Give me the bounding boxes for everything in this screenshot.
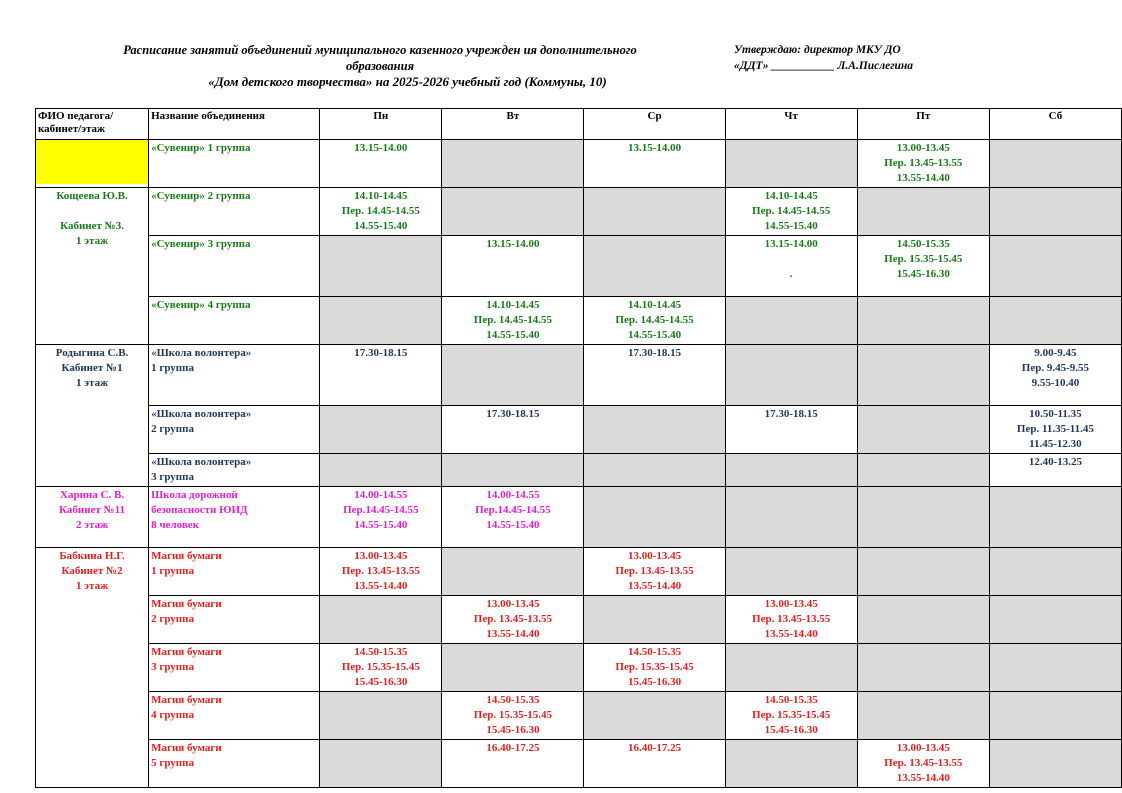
time-cell-sat xyxy=(989,548,1121,596)
time-cell-fri xyxy=(857,644,989,692)
title-line-1: Расписание занятий объединений муниципального казенного учрежден ия дополнительного xyxy=(123,43,637,57)
time-cell-wed xyxy=(584,487,725,548)
time-cell-fri xyxy=(857,487,989,548)
cell-line: 13.00-13.45 xyxy=(764,598,818,610)
time-cell-mon xyxy=(320,345,442,406)
table-row xyxy=(36,644,1122,692)
cell-line: 3 группа xyxy=(151,661,194,673)
cell-line: Кабинет №1 xyxy=(61,362,123,374)
cell-line: Пер. 15.35-15.45 xyxy=(752,709,831,721)
cell-line: Родыгина С.В. xyxy=(55,347,129,359)
time-cell-thu xyxy=(725,740,857,788)
time-cell-fri xyxy=(857,345,989,406)
cell-line: 13.15-14.00 xyxy=(764,238,818,250)
time-cell-tue xyxy=(442,188,584,236)
cell-line: 12.40-13.25 xyxy=(1028,456,1082,468)
cell-line: 2 этаж xyxy=(76,519,109,531)
cell-line: Магия бумаги xyxy=(151,742,222,754)
cell-line: 14.00-14.55 xyxy=(486,489,540,501)
cell-line: «Сувенир» 2 группа xyxy=(151,190,251,202)
time-cell-tue xyxy=(442,740,584,788)
cell-line: 8 человек xyxy=(151,519,199,531)
time-cell-tue xyxy=(442,487,584,548)
time-cell-tue xyxy=(442,454,584,487)
time-cell-mon xyxy=(320,548,442,596)
time-cell-wed xyxy=(584,596,725,644)
approval-block xyxy=(734,42,1094,74)
time-cell-mon xyxy=(320,140,442,188)
cell-line: 13.00-13.45 xyxy=(354,550,408,562)
cell-line: Магия бумаги xyxy=(151,694,222,706)
time-cell-fri xyxy=(857,188,989,236)
time-cell-wed xyxy=(584,406,725,454)
time-cell-tue xyxy=(442,297,584,345)
title-line-3: «Дом детского творчества» на 2025-2026 учебный год (Коммуны, 10) xyxy=(208,74,607,89)
cell-line: 14.55-15.40 xyxy=(486,329,540,341)
approval-line-2: «ДДТ» ___________ Л.А.Пислегина xyxy=(734,60,914,72)
time-cell-wed xyxy=(584,140,725,188)
time-cell-tue xyxy=(442,692,584,740)
cell-line: 14.50-15.35 xyxy=(627,646,682,658)
group-name-cell xyxy=(149,548,320,596)
cell-line: Магия бумаги xyxy=(151,550,222,562)
cell-line: Пер. 14.45-14.55 xyxy=(752,205,831,217)
cell-line: Кабинет №2 xyxy=(61,565,123,577)
time-cell-thu xyxy=(725,345,857,406)
time-cell-thu xyxy=(725,487,857,548)
cell-line: Пер. 9.45-9.55 xyxy=(1021,362,1090,374)
time-cell-mon xyxy=(320,487,442,548)
cell-line: 13.55-14.40 xyxy=(896,172,950,184)
time-cell-wed xyxy=(584,236,725,297)
time-cell-tue xyxy=(442,406,584,454)
cell-line: 3 группа xyxy=(151,471,194,483)
table-row xyxy=(36,692,1122,740)
cell-line: «Сувенир» 4 группа xyxy=(151,299,251,311)
cell-line: 2 группа xyxy=(151,423,194,435)
cell-line: Пер. 15.35-15.45 xyxy=(473,709,553,721)
teacher-rodygina xyxy=(36,345,149,487)
time-cell-thu xyxy=(725,236,857,297)
schedule-table xyxy=(35,108,1122,788)
time-cell-fri xyxy=(857,740,989,788)
group-name-cell xyxy=(149,454,320,487)
cell-line: 10.50-11.35 xyxy=(1029,408,1082,420)
group-name-cell xyxy=(149,188,320,236)
time-cell-wed xyxy=(584,188,725,236)
cell-line: «Сувенир» 3 группа xyxy=(151,238,251,250)
time-cell-fri xyxy=(857,596,989,644)
cell-line: 14.10-14.45 xyxy=(354,190,408,202)
cell-line: 17.30-18.15 xyxy=(627,347,682,359)
cell-line: 16.40-17.25 xyxy=(627,742,682,754)
time-cell-tue xyxy=(442,140,584,188)
cell-line: 1 этаж xyxy=(76,377,109,389)
cell-line: 14.55-15.40 xyxy=(354,220,408,232)
time-cell-fri xyxy=(857,140,989,188)
time-cell-mon xyxy=(320,644,442,692)
table-row xyxy=(36,740,1122,788)
group-name-cell xyxy=(149,236,320,297)
time-cell-fri xyxy=(857,406,989,454)
table-row xyxy=(36,487,1122,548)
table-row xyxy=(36,345,1122,406)
table-row xyxy=(36,406,1122,454)
time-cell-fri xyxy=(857,454,989,487)
cell-line: Пер.14.45-14.55 xyxy=(343,504,419,516)
schedule-title xyxy=(60,42,700,90)
cell-line: 2 группа xyxy=(151,613,194,625)
time-cell-wed xyxy=(584,454,725,487)
cell-line: 14.00-14.55 xyxy=(354,489,408,501)
title-line-2: образования xyxy=(345,59,415,73)
cell-line: Кощеева Ю.В. xyxy=(56,190,128,202)
cell-line: 16.40-17.25 xyxy=(486,742,540,754)
cell-line: «Школа волонтера» xyxy=(151,347,252,359)
cell-line: 17.30-18.15 xyxy=(354,347,408,359)
group-name-cell xyxy=(149,406,320,454)
time-cell-thu xyxy=(725,406,857,454)
cell-line: 15.45-16.30 xyxy=(486,724,540,736)
cell-line: 13.00-13.45 xyxy=(896,142,950,154)
cell-line: Кабинет №11 xyxy=(59,504,126,516)
time-cell-tue xyxy=(442,644,584,692)
cell-line: Кабинет №3. xyxy=(60,220,124,232)
time-cell-mon xyxy=(320,692,442,740)
teacher-babkina xyxy=(36,548,149,788)
cell-line: «Школа волонтера» xyxy=(151,456,252,468)
cell-line: 13.00-13.45 xyxy=(896,742,950,754)
cell-line: 9.55-10.40 xyxy=(1031,377,1080,389)
cell-line: 17.30-18.15 xyxy=(486,408,540,420)
cell-line: 11.45-12.30 xyxy=(1029,438,1082,450)
cell-line: Школа дорожной xyxy=(151,489,238,501)
time-cell-mon xyxy=(320,297,442,345)
cell-line: 13.55-14.40 xyxy=(764,628,818,640)
cell-line: 13.55-14.40 xyxy=(627,580,682,592)
cell-line: 1 группа xyxy=(151,362,194,374)
header-thu: Чт xyxy=(725,109,857,140)
time-cell-wed xyxy=(584,692,725,740)
time-cell-mon xyxy=(320,236,442,297)
time-cell-thu xyxy=(725,297,857,345)
cell-line: 14.50-15.35 xyxy=(896,238,950,250)
header-group: Название объединения xyxy=(149,109,320,140)
time-cell-wed xyxy=(584,644,725,692)
cell-line: 13.00-13.45 xyxy=(627,550,682,562)
cell-line: 13.15-14.00 xyxy=(627,142,682,154)
cell-line: 14.55-15.40 xyxy=(486,519,540,531)
header-teacher: ФИО педагога/ кабинет/этаж xyxy=(36,109,149,140)
cell-line: «Школа волонтера» xyxy=(151,408,252,420)
cell-line: 13.55-14.40 xyxy=(896,772,950,784)
table-row xyxy=(36,236,1122,297)
cell-line: «Сувенир» 1 группа xyxy=(151,142,251,154)
time-cell-wed xyxy=(584,740,725,788)
cell-line: Пер. 15.35-15.45 xyxy=(341,661,420,673)
cell-line: 17.30-18.15 xyxy=(764,408,818,420)
table-row xyxy=(36,596,1122,644)
cell-line: 15.45-16.30 xyxy=(627,676,682,688)
cell-line: 1 этаж xyxy=(76,235,109,247)
time-cell-sat xyxy=(989,644,1121,692)
cell-line: 14.10-14.45 xyxy=(764,190,818,202)
teacher-kharina xyxy=(36,487,149,548)
time-cell-sat xyxy=(989,236,1121,297)
cell-line: Пер.14.45-14.55 xyxy=(475,504,551,516)
cell-line: 13.55-14.40 xyxy=(354,580,408,592)
time-cell-sat xyxy=(989,487,1121,548)
time-cell-sat xyxy=(989,740,1121,788)
cell-line: безопасности ЮИД xyxy=(151,504,248,516)
cell-line xyxy=(728,252,855,267)
table-row xyxy=(36,188,1122,236)
time-cell-thu xyxy=(725,596,857,644)
time-cell-sat xyxy=(989,345,1121,406)
teacher-koshcheeva xyxy=(36,188,149,345)
cell-line: 4 группа xyxy=(151,709,194,721)
time-cell-tue xyxy=(442,345,584,406)
cell-line: Магия бумаги xyxy=(151,646,222,658)
time-cell-wed xyxy=(584,345,725,406)
table-row xyxy=(36,140,1122,188)
time-cell-fri xyxy=(857,236,989,297)
cell-line: 15.45-16.30 xyxy=(896,268,950,280)
time-cell-sat xyxy=(989,454,1121,487)
time-cell-wed xyxy=(584,548,725,596)
cell-line: 14.55-15.40 xyxy=(627,329,682,341)
cell-line: Бабкина Н.Г. xyxy=(59,550,125,562)
time-cell-fri xyxy=(857,548,989,596)
cell-line: Магия бумаги xyxy=(151,598,222,610)
group-name-cell xyxy=(149,297,320,345)
group-name-cell xyxy=(149,692,320,740)
cell-line: Пер. 13.45-13.55 xyxy=(884,157,963,169)
yellow-highlight xyxy=(36,140,148,184)
time-cell-tue xyxy=(442,548,584,596)
cell-line: Пер. 14.45-14.55 xyxy=(473,314,553,326)
cell-line: Пер. 14.45-14.55 xyxy=(341,205,420,217)
time-cell-thu xyxy=(725,548,857,596)
table-row xyxy=(36,548,1122,596)
cell-line: Пер. 11.35-11.45 xyxy=(1016,423,1094,435)
teacher-highlight-cell xyxy=(36,140,149,188)
header-mon: Пн xyxy=(320,109,442,140)
time-cell-thu xyxy=(725,644,857,692)
time-cell-mon xyxy=(320,596,442,644)
header-row xyxy=(36,109,1122,140)
cell-line: 15.45-16.30 xyxy=(764,724,818,736)
cell-line: 9.00-9.45 xyxy=(1034,347,1077,359)
cell-line: . xyxy=(789,268,793,280)
time-cell-sat xyxy=(989,596,1121,644)
cell-line: 1 группа xyxy=(151,565,194,577)
time-cell-tue xyxy=(442,236,584,297)
time-cell-fri xyxy=(857,297,989,345)
cell-line: 13.00-13.45 xyxy=(486,598,540,610)
cell-line xyxy=(38,204,146,219)
header-tue: Вт xyxy=(442,109,584,140)
cell-line: 13.55-14.40 xyxy=(486,628,540,640)
approval-line-1: Утверждаю: директор МКУ ДО xyxy=(734,44,901,56)
cell-line: 14.55-15.40 xyxy=(764,220,818,232)
time-cell-thu xyxy=(725,692,857,740)
time-cell-mon xyxy=(320,740,442,788)
group-name-cell xyxy=(149,345,320,406)
cell-line: 5 группа xyxy=(151,757,194,769)
header-fri: Пт xyxy=(857,109,989,140)
time-cell-mon xyxy=(320,406,442,454)
cell-line: 13.15-14.00 xyxy=(486,238,540,250)
cell-line: 1 этаж xyxy=(76,580,109,592)
cell-line: Пер. 15.35-15.45 xyxy=(615,661,694,673)
group-name-cell xyxy=(149,140,320,188)
cell-line: 14.50-15.35 xyxy=(486,694,540,706)
time-cell-thu xyxy=(725,454,857,487)
time-cell-fri xyxy=(857,692,989,740)
cell-line: 13.15-14.00 xyxy=(354,142,408,154)
cell-line: Пер. 13.45-13.55 xyxy=(341,565,420,577)
time-cell-sat xyxy=(989,692,1121,740)
group-name-cell xyxy=(149,487,320,548)
cell-line: 14.10-14.45 xyxy=(627,299,682,311)
cell-line: Пер. 13.45-13.55 xyxy=(473,613,553,625)
cell-line: 14.50-15.35 xyxy=(764,694,818,706)
cell-line: Пер. 15.35-15.45 xyxy=(884,253,963,265)
cell-line: 15.45-16.30 xyxy=(354,676,408,688)
cell-line: 14.55-15.40 xyxy=(354,519,408,531)
time-cell-thu xyxy=(725,188,857,236)
cell-line: Харина С. В. xyxy=(60,489,125,501)
group-name-cell xyxy=(149,740,320,788)
table-row xyxy=(36,297,1122,345)
header-wed: Ср xyxy=(584,109,725,140)
header-sat: Сб xyxy=(989,109,1121,140)
time-cell-mon xyxy=(320,188,442,236)
time-cell-sat xyxy=(989,297,1121,345)
time-cell-tue xyxy=(442,596,584,644)
time-cell-sat xyxy=(989,406,1121,454)
time-cell-thu xyxy=(725,140,857,188)
cell-line: Пер. 13.45-13.55 xyxy=(884,757,963,769)
cell-line: Пер. 13.45-13.55 xyxy=(615,565,694,577)
group-name-cell xyxy=(149,644,320,692)
time-cell-sat xyxy=(989,188,1121,236)
cell-line: Пер. 13.45-13.55 xyxy=(752,613,831,625)
group-name-cell xyxy=(149,596,320,644)
cell-line: 14.50-15.35 xyxy=(354,646,408,658)
time-cell-sat xyxy=(989,140,1121,188)
table-row xyxy=(36,454,1122,487)
time-cell-wed xyxy=(584,297,725,345)
cell-line: 14.10-14.45 xyxy=(486,299,540,311)
cell-line: Пер. 14.45-14.55 xyxy=(615,314,694,326)
time-cell-mon xyxy=(320,454,442,487)
